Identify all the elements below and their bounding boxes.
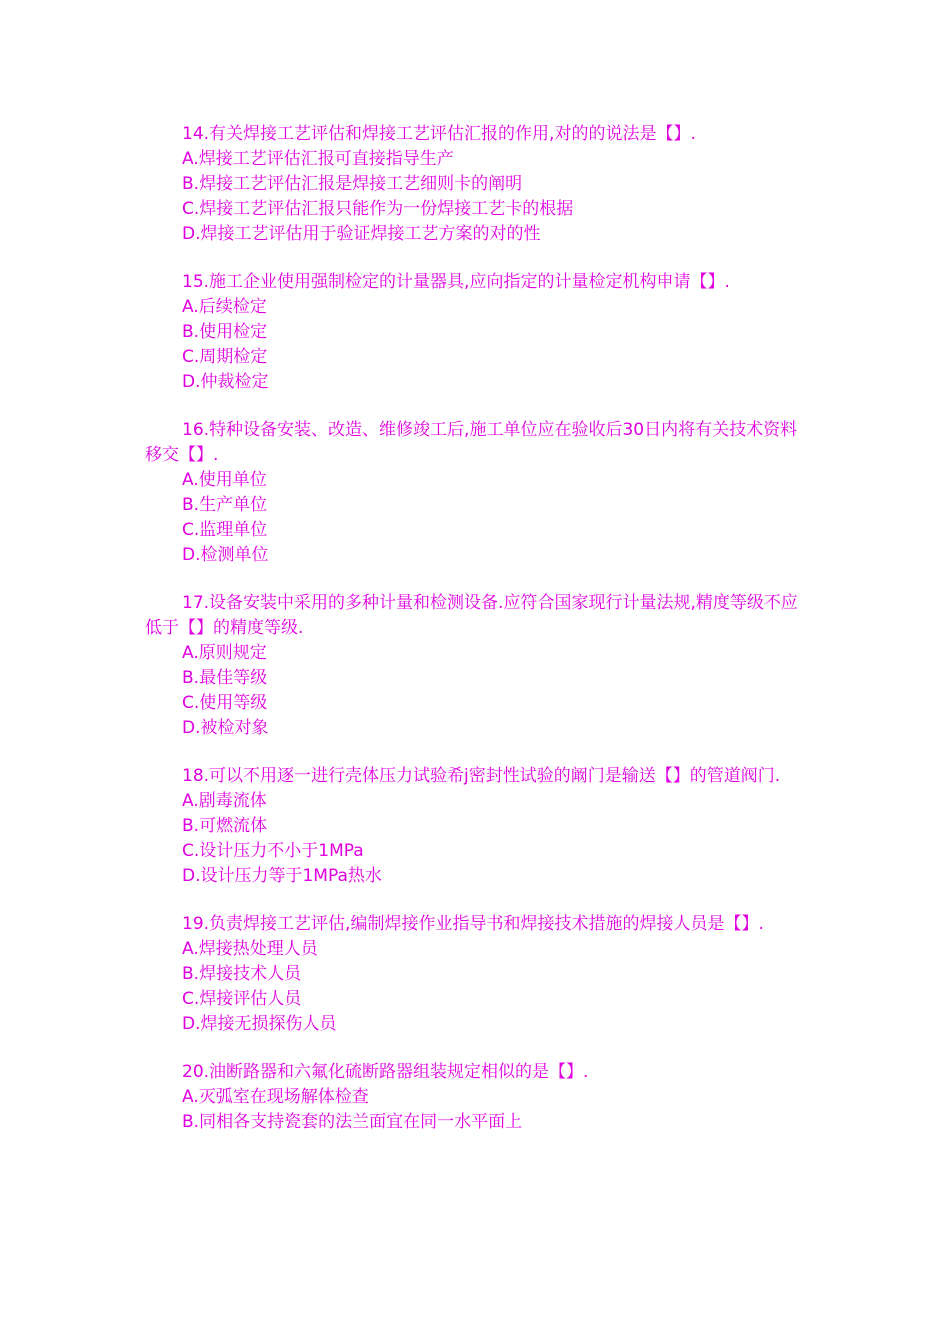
option-b: B.同相各支持瓷套的法兰面宜在同一水平面上 [182,1112,523,1132]
option-d: D.设计压力等于1MPa热水 [182,866,382,886]
question-stem: 20.油断路器和六氟化硫断路器组装规定相似的是【】. [182,1062,589,1082]
option-b: B.生产单位 [182,495,268,515]
option-c: C.监理单位 [182,520,268,540]
option-a: A.后续检定 [182,297,267,317]
option-b: B.焊接技术人员 [182,964,302,984]
option-list [145,295,805,395]
option-c: C.焊接工艺评估汇报只能作为一份焊接工艺卡的根据 [182,199,574,219]
question-stem: 17.设备安装中采用的多种计量和检测设备.应符合国家现行计量法规,精度等级不应低于【】的精度等级. [145,593,798,638]
option-b: B.使用检定 [182,322,268,342]
option-d: D.被检对象 [182,718,269,738]
option-list [145,1085,805,1135]
question-stem: 19.负责焊接工艺评估,编制焊接作业指导书和焊接技术措施的焊接人员是【】. [182,914,764,934]
question-14 [145,122,805,247]
question-18 [145,764,805,889]
question-stem: 15.施工企业使用强制检定的计量器具,应向指定的计量检定机构申请【】. [182,272,730,292]
option-list [145,468,805,568]
option-list [145,789,805,889]
option-b: B.可燃流体 [182,816,268,836]
option-d: D.仲裁检定 [182,372,269,392]
option-a: A.原则规定 [182,643,267,663]
option-a: A.焊接工艺评估汇报可直接指导生产 [182,149,454,169]
option-list [145,147,805,247]
option-c: C.设计压力不小于1MPa [182,841,364,861]
option-b: B.最佳等级 [182,668,268,688]
option-c: C.使用等级 [182,693,268,713]
question-17 [145,591,805,741]
question-list [145,122,805,1158]
question-stem: 16.特种设备安装、改造、维修竣工后,施工单位应在验收后30日内将有关技术资料移交【】. [145,420,798,465]
question-19 [145,912,805,1037]
question-stem: 14.有关焊接工艺评估和焊接工艺评估汇报的作用,对的的说法是【】. [182,124,696,144]
question-15 [145,270,805,395]
question-20 [145,1060,805,1135]
option-c: C.周期检定 [182,347,268,367]
option-c: C.焊接评估人员 [182,989,302,1009]
option-a: A.使用单位 [182,470,267,490]
option-d: D.焊接无损探伤人员 [182,1014,337,1034]
option-a: A.灭弧室在现场解体检查 [182,1087,369,1107]
option-b: B.焊接工艺评估汇报是焊接工艺细则卡的阐明 [182,174,523,194]
option-list [145,937,805,1037]
question-stem: 18.可以不用逐一进行壳体压力试验希j密封性试验的阚门是输送【】的管道阀门. [182,766,781,786]
option-d: D.焊接工艺评估用于验证焊接工艺方案的对的性 [182,224,541,244]
option-list [145,641,805,741]
option-a: A.焊接热处理人员 [182,939,318,959]
option-d: D.检测单位 [182,545,269,565]
option-a: A.剧毒流体 [182,791,267,811]
question-16 [145,418,805,568]
